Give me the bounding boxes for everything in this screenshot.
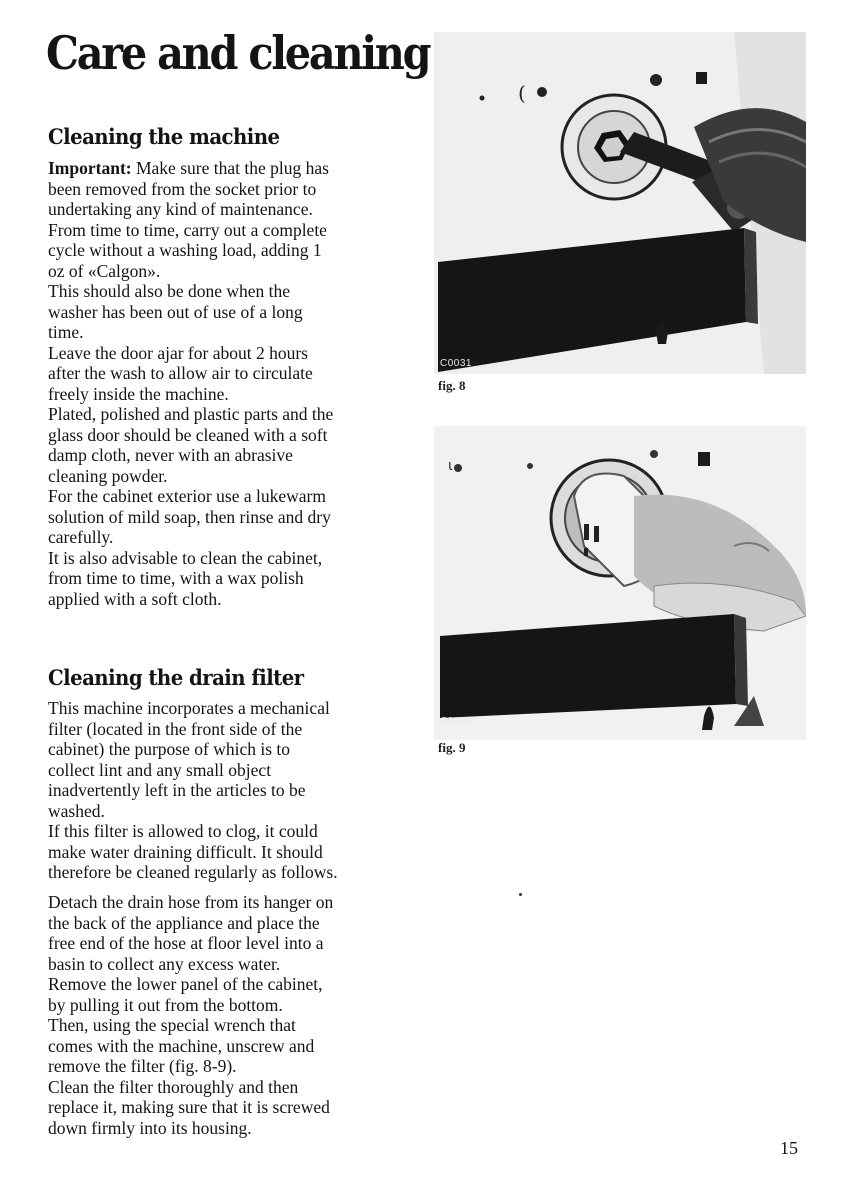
text-line: basin to collect any excess water.	[48, 953, 281, 974]
text-line: free end of the hose at floor level into a	[48, 933, 324, 953]
figure-8-caption: fig. 8	[438, 378, 466, 393]
text-line: Detach the drain hose from its hanger on	[48, 892, 334, 912]
text-line: carefully.	[48, 527, 114, 547]
text-line: applied with a soft cloth.	[48, 588, 222, 609]
text-line: make water draining difficult. It should	[48, 841, 323, 862]
text-line: inadvertently left in the articles to be	[48, 780, 306, 800]
text-line: by pulling it out from the bottom.	[48, 994, 283, 1015]
text-line: replace it, making sure that it is screwed	[48, 1097, 330, 1117]
page-title: Care and cleaning	[46, 26, 430, 80]
wrench-on-filter-illustration	[434, 32, 806, 374]
drain-filter-steps-text	[48, 892, 420, 1138]
text-line: been removed from the socket prior to	[48, 178, 317, 199]
text-line	[48, 158, 420, 179]
text-line: comes with the machine, unscrew and	[48, 1035, 315, 1056]
page-number: 15	[780, 1138, 798, 1158]
text-line: the back of the appliance and place the	[48, 912, 320, 933]
text-line-content: Make sure that the plug has	[135, 158, 329, 178]
text-line: Clean the filter thoroughly and then	[48, 1076, 299, 1097]
text-line: down firmly into its housing.	[48, 1117, 252, 1138]
figure-9-photo	[434, 426, 806, 740]
figure-9-code: C0032	[440, 716, 472, 727]
text-line: damp cloth, never with an abrasive	[48, 445, 293, 465]
text-line: after the wash to allow air to circulate	[48, 363, 313, 383]
text-line: This should also be done when the	[48, 281, 291, 301]
text-line: oz of «Calgon».	[48, 260, 161, 281]
important-label: Important:	[48, 158, 132, 178]
speck-mark	[519, 893, 522, 896]
text-line: cycle without a washing load, adding 1	[48, 240, 322, 260]
text-line: time.	[48, 322, 84, 342]
drain-filter-intro-text	[48, 698, 420, 883]
text-line: undertaking any kind of maintenance.	[48, 199, 313, 219]
text-line: Leave the door ajar for about 2 hours	[48, 342, 308, 363]
text-line: Then, using the special wrench that	[48, 1015, 296, 1035]
svg-text:(: (	[518, 81, 526, 105]
text-line: From time to time, carry out a complete	[48, 219, 327, 240]
text-line: freely inside the machine.	[48, 383, 229, 404]
text-line: glass door should be cleaned with a soft	[48, 424, 328, 445]
text-line: This machine incorporates a mechanical	[48, 698, 330, 718]
text-line: cabinet) the purpose of which is to	[48, 739, 291, 759]
text-line: cleaning powder.	[48, 465, 168, 486]
svg-text:ɩ: ɩ	[448, 458, 453, 474]
text-line: therefore be cleaned regularly as follows.	[48, 862, 338, 882]
text-line: from time to time, with a wax polish	[48, 568, 304, 588]
text-line: If this filter is allowed to clog, it could	[48, 821, 318, 841]
text-line: It is also advisable to clean the cabinet,	[48, 547, 323, 568]
figure-9-caption: fig. 9	[438, 740, 466, 755]
hand-removing-filter-illustration	[434, 426, 806, 740]
text-line: remove the filter (fig. 8-9).	[48, 1056, 237, 1076]
text-line: For the cabinet exterior use a lukewarm	[48, 486, 326, 506]
figure-8-photo	[434, 32, 806, 374]
text-line: solution of mild soap, then rinse and dry	[48, 506, 331, 527]
cleaning-machine-text	[48, 158, 420, 609]
text-line: Plated, polished and plastic parts and the	[48, 404, 334, 424]
section-heading-cleaning-machine: Cleaning the machine	[48, 124, 280, 149]
text-line: filter (located in the front side of the	[48, 718, 303, 739]
figure-8-code: C0031	[440, 358, 472, 369]
text-line: collect lint and any small object	[48, 759, 272, 780]
text-line: washer has been out of use of a long	[48, 301, 303, 322]
section-heading-drain-filter: Cleaning the drain filter	[48, 665, 304, 690]
text-line: Remove the lower panel of the cabinet,	[48, 974, 323, 994]
text-line: washed.	[48, 800, 105, 821]
